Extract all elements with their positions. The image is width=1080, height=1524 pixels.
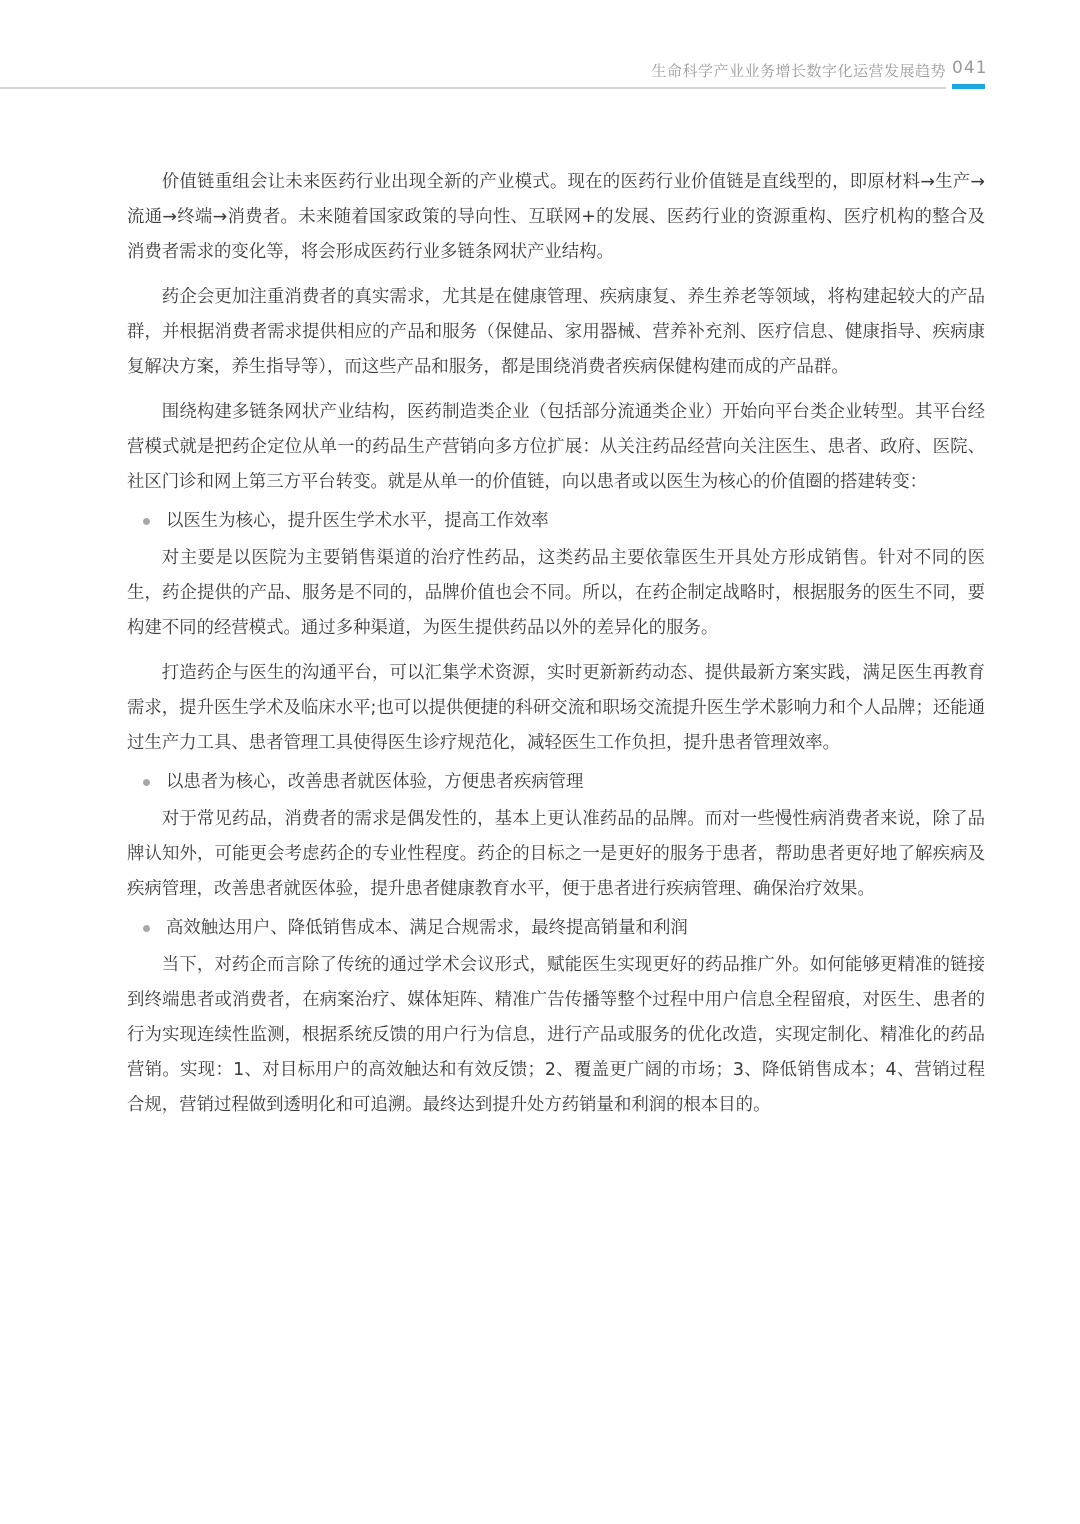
bullet-text: 以医生为核心，提升医生学术水平，提高工作效率 [166, 511, 549, 531]
paragraph: 打造药企与医生的沟通平台，可以汇集学术资源，实时更新新药动态、提供最新方案实践，满足医生再教育需求，提升医生学术及临床水平;也可以提供便捷的科研交流和职场交流提升医生学术影响力和个人品牌；还能通过生产力工具、患者管理工具使得医生诊疗规范化，减轻医生工作负担，提升患者管理效率。 [127, 663, 986, 753]
paragraph: 围绕构建多链条网状产业结构，医药制造类企业（包括部分流通类企业）开始向平台类企业转型。其平台经营模式就是把药企定位从单一的药品生产营销向多方位扩展：从关注药品经营向关注医生、患者、政府、医院、社区门诊和网上第三方平台转变。就是从单一的价值链，向以患者或以医生为核心的价值圈的搭建转变： [127, 402, 985, 492]
bullet-text: 高效触达用户、降低销售成本、满足合规需求，最终提高销量和利润 [166, 918, 688, 938]
bullet-item [127, 911, 985, 946]
paragraph: 价值链重组会让未来医药行业出现全新的产业模式。现在的医药行业价值链是直线型的，即原材料→生产→流通→终端→消费者。未来随着国家政策的导向性、互联网+的发展、医药行业的资源重构、医疗机构的整合及消费者需求的变化等，将会形成医药行业多链条网状产业结构。 [127, 172, 985, 262]
header-accent-bar [952, 84, 985, 89]
bullet-dot-icon [143, 925, 150, 932]
bullet-dot-icon [143, 518, 150, 525]
page-header [0, 0, 1080, 100]
paragraph: 当下，对药企而言除了传统的通过学术会议形式，赋能医生实现更好的药品推广外。如何能够更精准的链接到终端患者或消费者，在病案治疗、媒体矩阵、精准广告传播等整个过程中用户信息全程留痕，对医生、患者的行为实现连续性监测，根据系统反馈的用户行为信息，进行产品或服务的优化改造，实现定制化、精准化的药品营销。实现：1、对目标用户的高效触达和有效反馈；2、覆盖更广阔的市场；3、降低销售成本；4、营销过程合规，营销过程做到透明化和可追溯。最终达到提升处方药销量和利润的根本目的。 [127, 955, 985, 1115]
bullet-text: 以患者为核心，改善患者就医体验，方便患者疾病管理 [166, 772, 584, 792]
bullet-item [127, 504, 985, 539]
paragraph: 对主要是以医院为主要销售渠道的治疗性药品，这类药品主要依靠医生开具处方形成销售。针对不同的医生，药企提供的产品、服务是不同的，品牌价值也会不同。所以，在药企制定战略时，根据服务的医生不同，要构建不同的经营模式。通过多种渠道，为医生提供药品以外的差异化的服务。 [127, 548, 985, 638]
page-number: 041 [952, 58, 988, 78]
header-divider [0, 87, 946, 89]
running-title: 生命科学产业业务增长数字化运营发展趋势 [651, 62, 946, 80]
body-text [127, 165, 985, 1133]
bullet-dot-icon [143, 779, 150, 786]
bullet-item [127, 765, 985, 800]
paragraph: 药企会更加注重消费者的真实需求，尤其是在健康管理、疾病康复、养生养老等领域，将构建起较大的产品群，并根据消费者需求提供相应的产品和服务（保健品、家用器械、营养补充剂、医疗信息、健康指导、疾病康复解决方案，养生指导等），而这些产品和服务，都是围绕消费者疾病保健构建而成的产品群。 [127, 287, 985, 377]
paragraph: 对于常见药品，消费者的需求是偶发性的，基本上更认准药品的品牌。而对一些慢性病消费者来说，除了品牌认知外，可能更会考虑药企的专业性程度。药企的目标之一是更好的服务于患者，帮助患者更好地了解疾病及疾病管理，改善患者就医体验，提升患者健康教育水平，便于患者进行疾病管理、确保治疗效果。 [127, 809, 985, 899]
